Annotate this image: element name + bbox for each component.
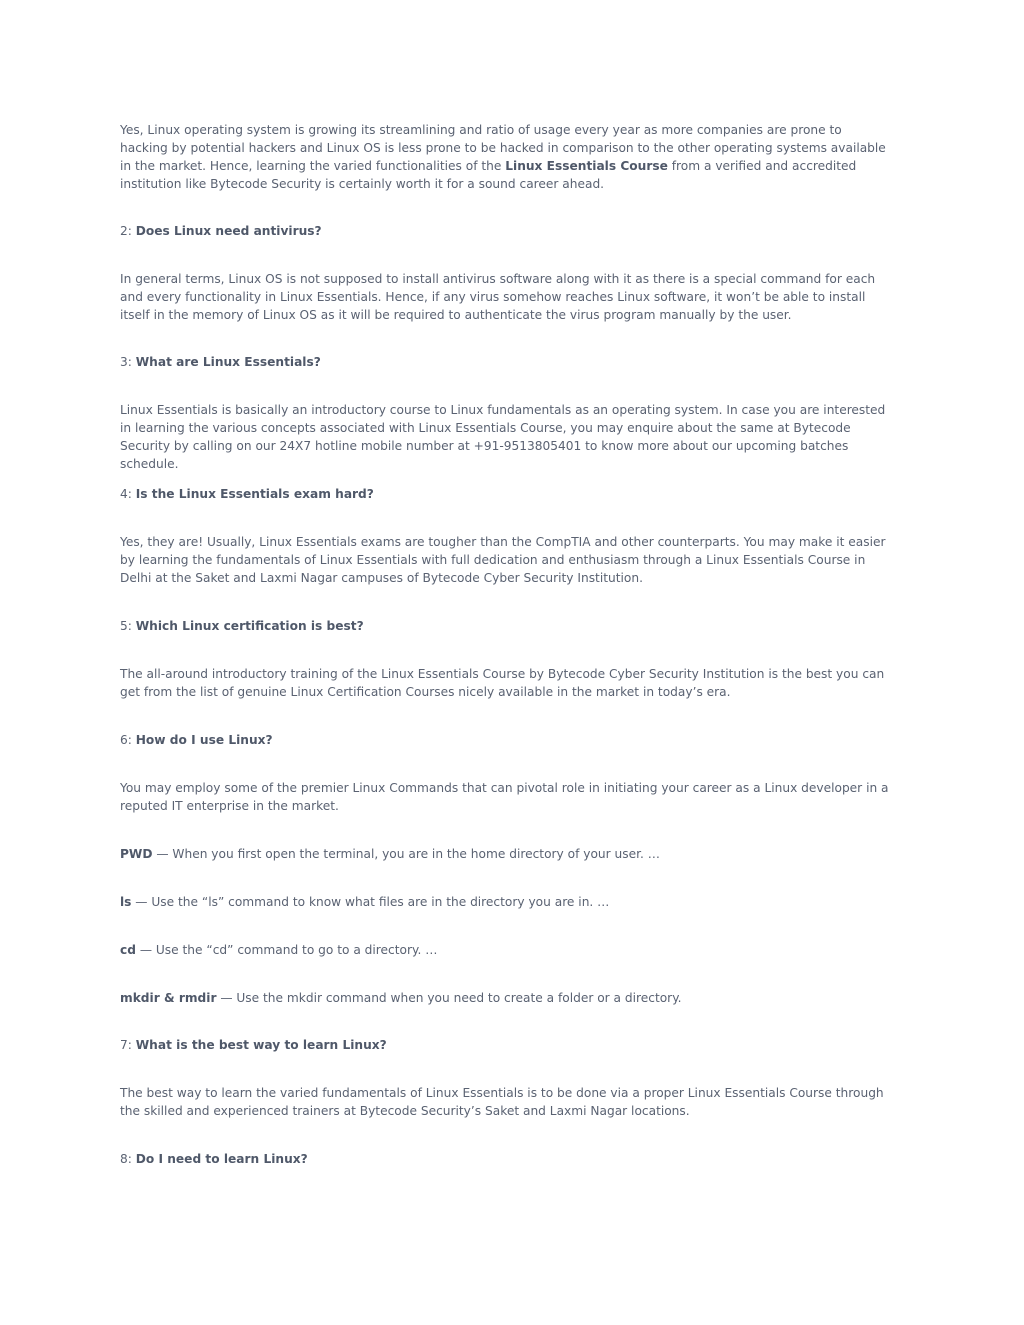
faq-8-question: 8: Do I need to learn Linux? — [120, 1152, 308, 1166]
command-cd: cd — Use the “cd” command to go to a directory. … — [120, 943, 438, 957]
linux-essentials-course-highlight: Linux Essentials Course — [505, 159, 668, 173]
faq-4-question: 4: Is the Linux Essentials exam hard? — [120, 487, 374, 501]
faq-6-answer: You may employ some of the premier Linux Commands that can pivotal role in initiating your career as a Linux developer in a reputed IT enterprise in the market. — [120, 781, 889, 813]
faq-5-answer: The all-around introductory training of the Linux Essentials Course by Bytecode Cyber Security Institution is the best you can get from the list of genuine Linux Certification Courses nicely available in the market in today’s era. — [120, 667, 885, 699]
faq-2-answer: In general terms, Linux OS is not supposed to install antivirus software along with it as there is a special command for each and every functionality in Linux Essentials. Hence, if any virus somehow reaches Linux software, it won’t be able to install itself in the memory of Linux OS as it will be required to authenticate the virus program manually by the user. — [120, 272, 876, 322]
faq-4-answer: Yes, they are! Usually, Linux Essentials exams are tougher than the CompTIA and other counterparts. You may make it easier by learning the fundamentals of Linux Essentials with full dedication and enthusiasm through a Linux Essentials Course in Delhi at the Saket and Laxmi Nagar campuses of Bytecode Cyber Security Institution. — [120, 535, 886, 585]
faq-5-question: 5: Which Linux certification is best? — [120, 619, 364, 633]
command-ls: ls — Use the “ls” command to know what files are in the directory you are in. … — [120, 895, 610, 909]
intro-paragraph: Yes, Linux operating system is growing its streamlining and ratio of usage every year as more companies are prone to hacking by potential hackers and Linux OS is less prone to be hacked in comparison to the other operating systems available in the market. Hence, learning the varied functionalities of the Linux Essentials Course from a verified and accredited institution like Bytecode Security is certainly worth it for a sound career ahead. — [120, 123, 886, 191]
command-mkdir-rmdir: mkdir & rmdir — Use the mkdir command when you need to create a folder or a directory. — [120, 991, 682, 1005]
faq-3-question: 3: What are Linux Essentials? — [120, 355, 321, 369]
command-pwd: PWD — When you first open the terminal, you are in the home directory of your user. … — [120, 847, 660, 861]
faq-7-question: 7: What is the best way to learn Linux? — [120, 1038, 387, 1052]
faq-6-question: 6: How do I use Linux? — [120, 733, 273, 747]
faq-3-answer: Linux Essentials is basically an introductory course to Linux fundamentals as an operating system. In case you are interested in learning the various concepts associated with Linux Essentials Course, you may enquire about the same at Bytecode Security by calling on our 24X7 hotline mobile number at +91-9513805401 to know more about our upcoming batches schedule. — [120, 403, 886, 471]
faq-2-question: 2: Does Linux need antivirus? — [120, 224, 322, 238]
faq-7-answer: The best way to learn the varied fundamentals of Linux Essentials is to be done via a proper Linux Essentials Course through the skilled and experienced trainers at Bytecode Security’s Saket and Laxmi Nagar locations. — [120, 1086, 884, 1118]
